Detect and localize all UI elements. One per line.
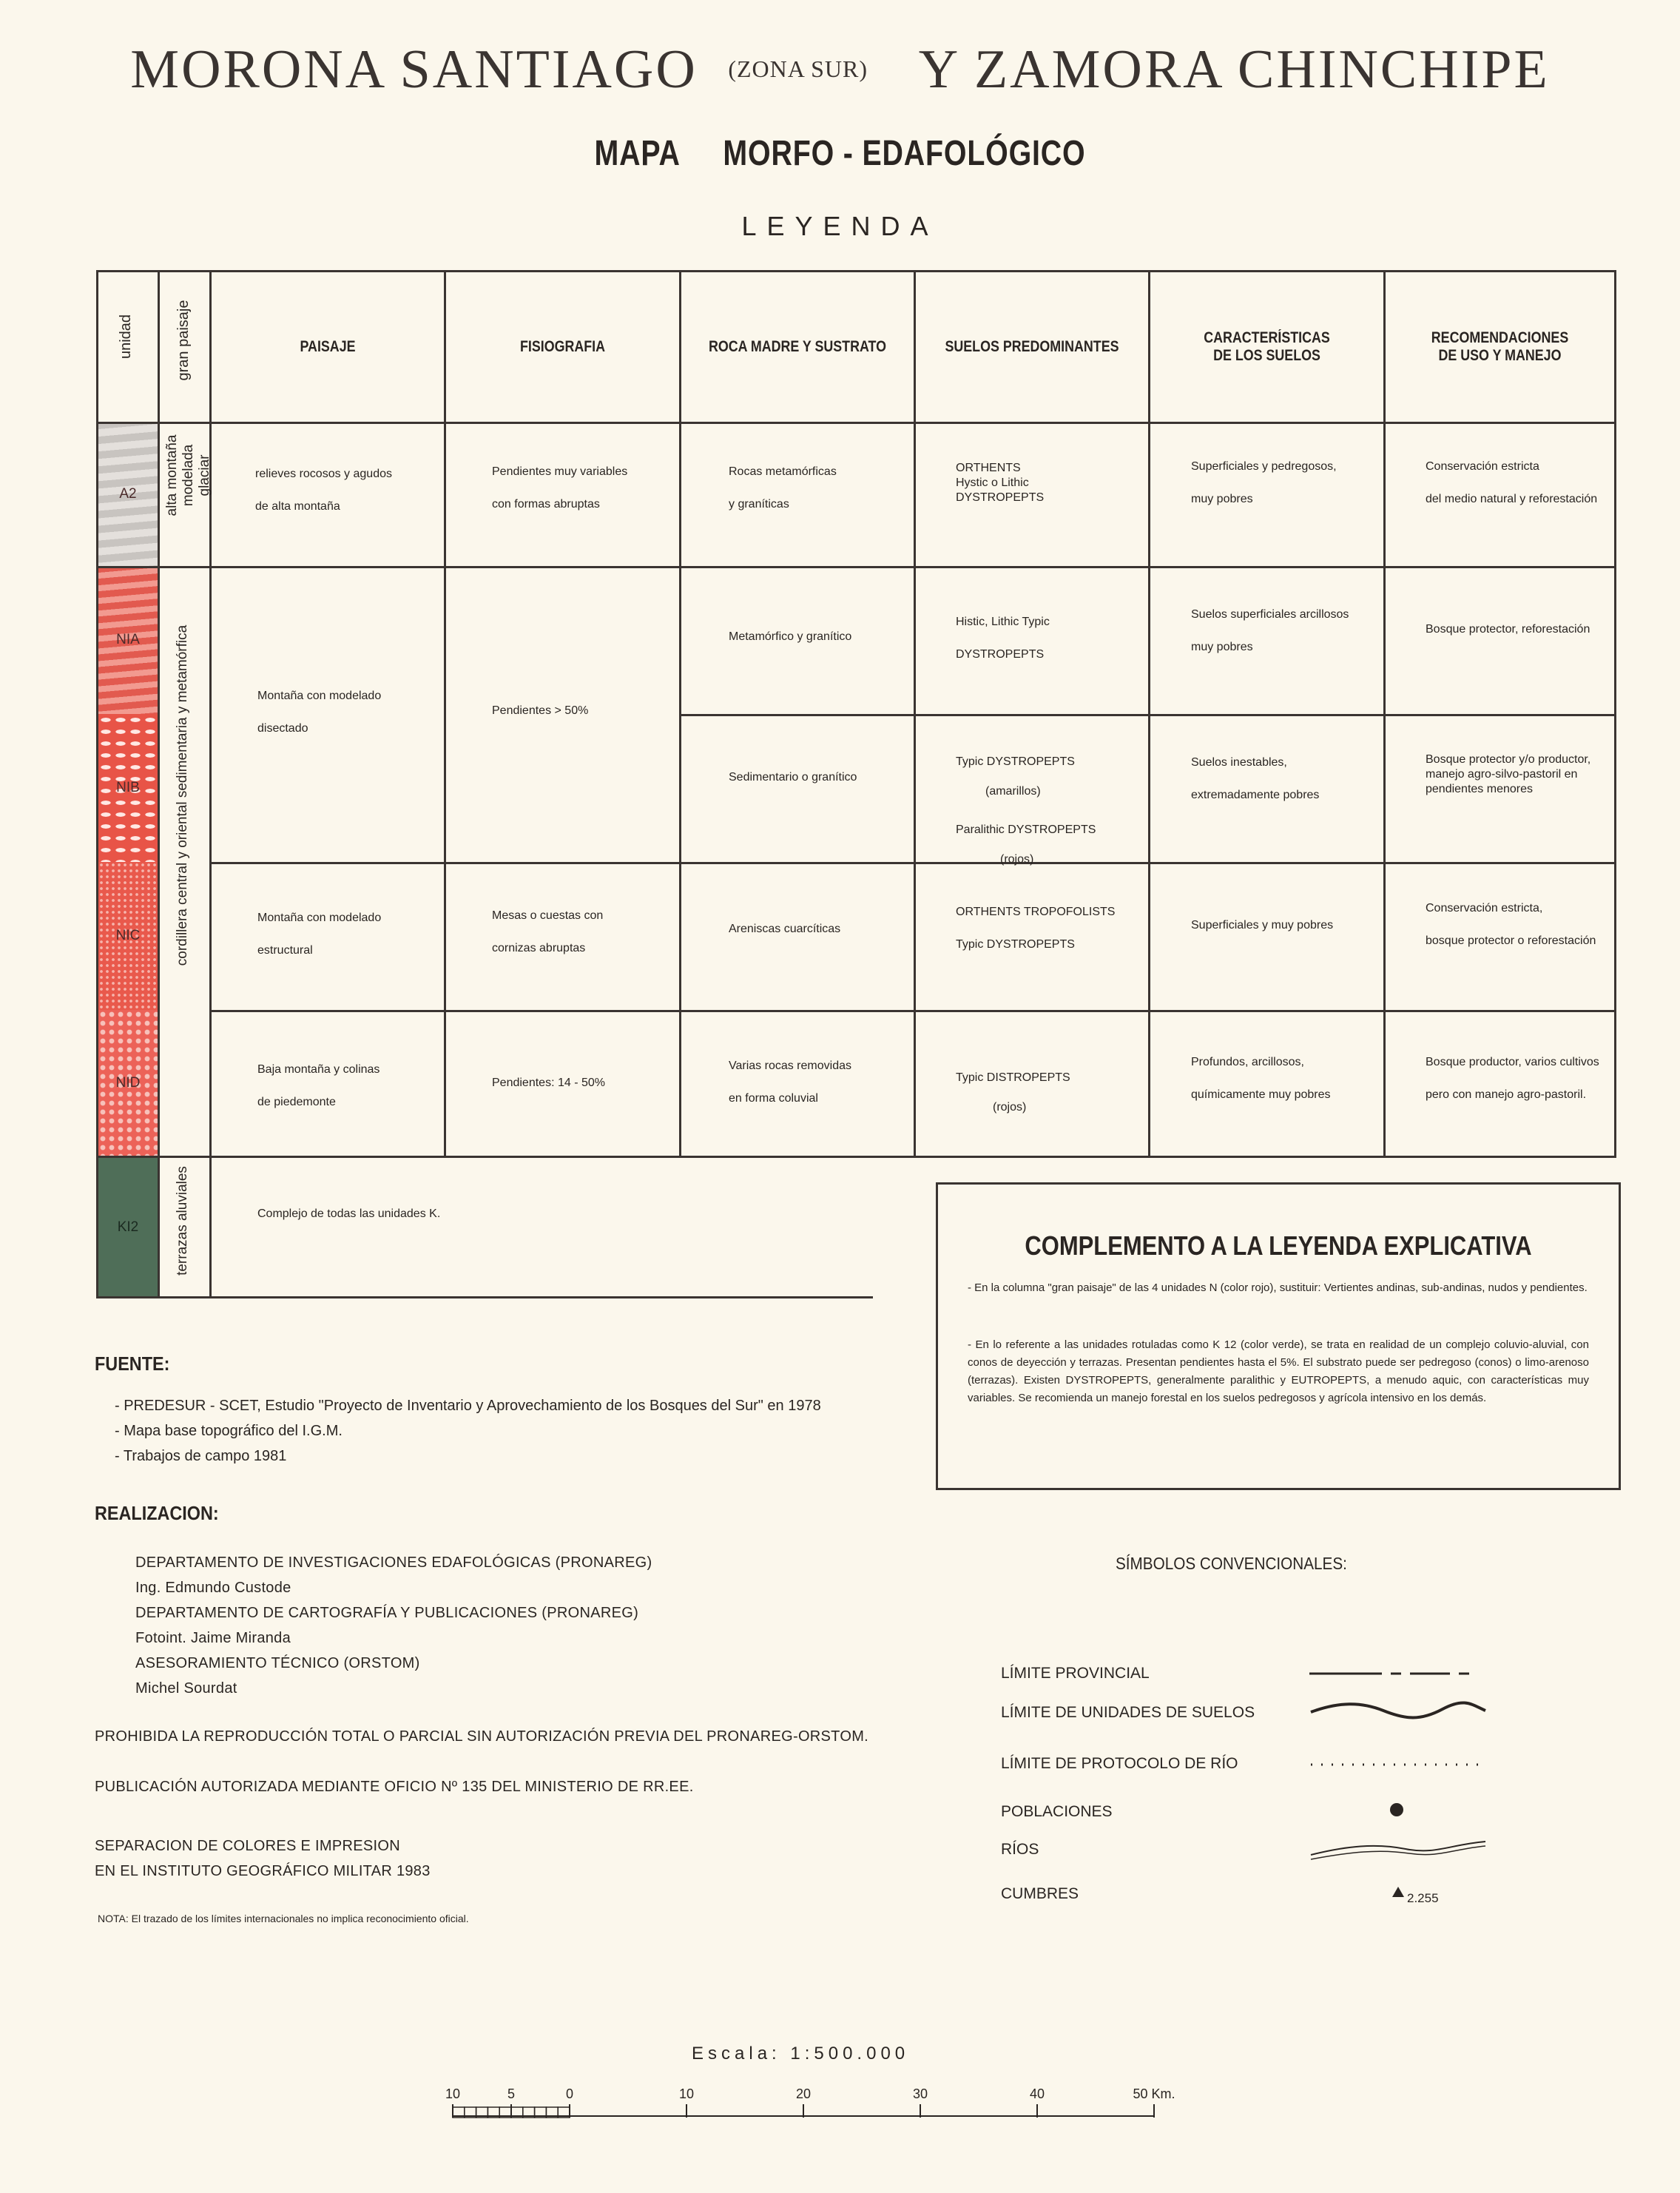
grid-line [96, 422, 1616, 424]
separacion-line-2: EN EL INSTITUTO GEOGRÁFICO MILITAR 1983 [95, 1863, 431, 1879]
title-main: MORONA SANTIAGO [130, 39, 698, 100]
grid-line [209, 1010, 1616, 1012]
dashed-line-icon [1309, 1668, 1487, 1679]
a2-paisaje: relieves rocosos y agudos de alta montaña [255, 468, 392, 513]
map-title [0, 38, 1680, 101]
river-icon [1309, 1837, 1487, 1862]
realizacion-line: DEPARTAMENTO DE CARTOGRAFÍA Y PUBLICACIONES (PRONAREG) [135, 1605, 639, 1621]
a2-recomendaciones: Conservación estricta del medio natural y reforestación [1426, 460, 1598, 505]
col-head-paisaje: PAISAJE [300, 338, 356, 355]
scale-tick-label: 5 [507, 2086, 516, 2101]
nib-caracteristicas: Suelos inestables, extremadamente pobres [1191, 756, 1320, 801]
nia-recomendaciones: Bosque protector, reforestación [1426, 623, 1590, 636]
symbol-label: RÍOS [1001, 1841, 1039, 1858]
dot-icon [1388, 1801, 1406, 1819]
col-head-caracteristicas: CARACTERÍSTICAS DE LOS SUELOS [1204, 329, 1330, 364]
unit-swatch-nia [98, 566, 158, 714]
gran-paisaje-terrazas: terrazas aluviales [175, 1166, 190, 1276]
fuente-item: - PREDESUR - SCET, Estudio "Proyecto de Inventario y Aprovechamiento de los Bosques del Sur" en 1978 [115, 1398, 821, 1414]
nota: NOTA: El trazado de los límites internacionales no implica reconocimiento oficial. [98, 1913, 469, 1924]
col-head-recomendaciones: RECOMENDACIONES DE USO Y MANEJO [1431, 329, 1569, 364]
realizacion-line: Fotoint. Jaime Miranda [135, 1630, 291, 1646]
map-subtitle [151, 133, 1528, 174]
symbol-label: LÍMITE DE PROTOCOLO DE RÍO [1001, 1755, 1238, 1772]
nid-caracteristicas: Profundos, arcillosos, químicamente muy pobres [1191, 1056, 1331, 1101]
realizacion-line: Ing. Edmundo Custode [135, 1580, 291, 1596]
scale-tick-label: 10 [445, 2086, 461, 2101]
nic-fisiografia: Mesas o cuestas con cornizas abruptas [492, 909, 604, 954]
dotted-line-icon [1309, 1761, 1487, 1768]
grid-line [209, 862, 1616, 864]
a2-fisiografia: Pendientes muy variables con formas abruptas [492, 465, 628, 511]
scale-tick-label: 20 [795, 2086, 812, 2101]
symbol-label: POBLACIONES [1001, 1803, 1113, 1820]
nia-roca: Metamórfico y granítico [729, 630, 852, 643]
grid-line [209, 270, 212, 1298]
nid-recomendaciones: Bosque productor, varios cultivos pero con manejo agro-pastoril. [1426, 1056, 1599, 1101]
realizacion-line: Michel Sourdat [135, 1680, 237, 1697]
grid-line [444, 270, 446, 1156]
realizacion-line: DEPARTAMENTO DE INVESTIGACIONES EDAFOLÓGICAS (PRONAREG) [135, 1554, 652, 1571]
col-head-fisiografia: FISIOGRAFIA [519, 338, 606, 355]
nid-fisiografia: Pendientes: 14 - 50% [492, 1077, 605, 1089]
scale-bar-graphic [445, 2079, 1224, 2131]
grid-line [1614, 270, 1616, 1156]
subtitle-b: MORFO - EDAFOLÓGICO [723, 134, 1086, 173]
realizacion-line: ASESORAMIENTO TÉCNICO (ORSTOM) [135, 1655, 420, 1671]
legend-heading: LEYENDA [741, 211, 939, 241]
symbol-label: LÍMITE DE UNIDADES DE SUELOS [1001, 1704, 1255, 1721]
a2-caracteristicas: Superficiales y pedregosos, muy pobres [1191, 460, 1337, 505]
fuente-item: - Trabajos de campo 1981 [115, 1448, 287, 1464]
col-head-suelos: SUELOS PREDOMINANTES [945, 338, 1119, 355]
grid-line [158, 270, 160, 1298]
wavy-line-icon [1309, 1700, 1487, 1722]
nia-nib-fisiografia: Pendientes > 50% [492, 704, 589, 717]
cumbre-value: 2.255 [1407, 1891, 1439, 1905]
complemento-box [936, 1182, 1621, 1490]
nia-nib-paisaje: Montaña con modelado disectado [257, 690, 382, 735]
col-head-roca: ROCA MADRE Y SUSTRATO [708, 338, 887, 355]
gran-paisaje-alta: alta montaña modelada glaciar [164, 434, 212, 516]
nib-suelos-d: (rojos) [1000, 853, 1034, 866]
publicacion-notice: PUBLICACIÓN AUTORIZADA MEDIANTE OFICIO Nº 135 DEL MINISTERIO DE RR.EE. [95, 1779, 694, 1795]
gran-paisaje-cordillera: cordillera central y oriental sedimentaria y metamórfica [175, 624, 190, 966]
unit-swatch-a2 [98, 422, 158, 566]
unit-swatch-ki2 [98, 1156, 158, 1298]
unit-label-ki2: KI2 [117, 1219, 139, 1235]
grid-line [679, 714, 1616, 716]
ki2-paisaje: Complejo de todas las unidades K. [257, 1207, 441, 1220]
scale-bar [445, 2079, 1224, 2131]
grid-line [96, 1156, 1616, 1158]
title-zone: (ZONA SUR) [728, 55, 868, 82]
unit-label-nib: NIB [116, 780, 140, 795]
nic-caracteristicas: Superficiales y muy pobres [1191, 919, 1334, 932]
grid-line [96, 566, 1616, 568]
scale-label: Escala: 1:500.000 [692, 2044, 910, 2064]
symbol-label: LÍMITE PROVINCIAL [1001, 1665, 1150, 1682]
nib-suelos-b: (amarillos) [985, 785, 1041, 798]
grid-line [1383, 270, 1386, 1156]
col-head-unidad: unidad [118, 314, 134, 360]
nib-suelos [956, 740, 1133, 882]
scale-tick-label: 50 Km. [1133, 2086, 1175, 2101]
nic-paisaje: Montaña con modelado estructural [257, 912, 382, 957]
unit-label-nic: NIC [115, 928, 141, 943]
unit-swatch-nib [98, 714, 158, 862]
unit-label-a2: A2 [119, 485, 137, 502]
col-head-gran-paisaje: gran paisaje [175, 300, 192, 381]
grid-line [1148, 270, 1150, 1156]
nic-roca: Areniscas cuarcíticas [729, 923, 841, 935]
prohibida-notice: PROHIBIDA LA REPRODUCCIÓN TOTAL O PARCIAL SIN AUTORIZACIÓN PREVIA DEL PRONAREG-ORSTOM. [95, 1728, 869, 1745]
subtitle-a: MAPA [594, 134, 681, 173]
legend-table [96, 270, 1616, 1298]
nib-suelos-c: Paralithic DYSTROPEPTS [956, 823, 1096, 836]
triangle-icon [1391, 1885, 1406, 1899]
nid-roca: Varias rocas removidas en forma coluvial [729, 1060, 851, 1105]
simbolos-heading: SÍMBOLOS CONVENCIONALES: [1116, 1554, 1347, 1573]
nib-roca: Sedimentario o granítico [729, 771, 857, 784]
scale-tick-label: 40 [1029, 2086, 1045, 2101]
realizacion-heading: REALIZACION: [95, 1502, 219, 1524]
a2-suelos: ORTHENTS Hystic o Lithic DYSTROPEPTS [956, 462, 1045, 504]
complemento-note-2: - En lo referente a las unidades rotuladas como K 12 (color verde), se trata en realidad de un complejo coluvio-aluvial, con conos de deyección y terrazas. Presentan pendientes hasta el 5%. El substrato puede ser pedregoso (conos) o limo-arenoso (terrazas). Existen DYSTROPEPTS, generalmente paralithic y EUTROPEPTS, a menudo aquic, con características muy variables. Se recomienda un manejo forestal en los suelos pedregosos y agrícola intensivo en los demás. [968, 1338, 1589, 1404]
separacion-line-1: SEPARACION DE COLORES E IMPRESION [95, 1838, 400, 1854]
grid-line [96, 1296, 873, 1298]
nid-suelos-a: Typic DISTROPEPTS [956, 1071, 1070, 1084]
unit-label-nid: NID [115, 1074, 141, 1091]
nib-recomendaciones: Bosque protector y/o productor, manejo agro-silvo-pastoril en pendientes menores [1426, 753, 1591, 795]
scale-tick-label: 30 [912, 2086, 928, 2101]
grid-line [914, 270, 916, 1156]
grid-line [96, 270, 98, 1298]
grid-line [679, 270, 681, 1156]
a2-roca: Rocas metamórficas y graníticas [729, 465, 837, 511]
complemento-note-1: - En la columna "gran paisaje" de las 4 unidades N (color rojo), sustituir: Vertientes andinas, sub-andinas, nudos y pendientes. [968, 1281, 1588, 1294]
nid-suelos-b: (rojos) [993, 1101, 1027, 1114]
unit-swatch-nic [98, 862, 158, 1010]
nib-suelos-a: Typic DYSTROPEPTS [956, 755, 1075, 768]
title-end: Y ZAMORA CHINCHIPE [918, 39, 1550, 100]
unit-label-nia: NIA [116, 632, 140, 647]
nia-suelos: Histic, Lithic Typic DYSTROPEPTS [956, 616, 1050, 661]
fuente-item: - Mapa base topográfico del I.G.M. [115, 1423, 343, 1439]
symbol-label: CUMBRES [1001, 1885, 1079, 1902]
scale-tick-label: 10 [678, 2086, 695, 2101]
fuente-heading: FUENTE: [95, 1352, 170, 1375]
nid-suelos [956, 1056, 1070, 1130]
scale-tick-label: 0 [565, 2086, 574, 2101]
nic-recomendaciones: Conservación estricta, bosque protector o reforestación [1426, 902, 1596, 947]
nid-paisaje: Baja montaña y colinas de piedemonte [257, 1063, 380, 1108]
nic-suelos: ORTHENTS TROPOFOLISTS Typic DYSTROPEPTS [956, 906, 1116, 951]
unit-swatch-nid [98, 1010, 158, 1156]
complemento-title: COMPLEMENTO A LA LEYENDA EXPLICATIVA [1025, 1230, 1532, 1261]
nia-caracteristicas: Suelos superficiales arcillosos muy pobres [1191, 608, 1349, 653]
